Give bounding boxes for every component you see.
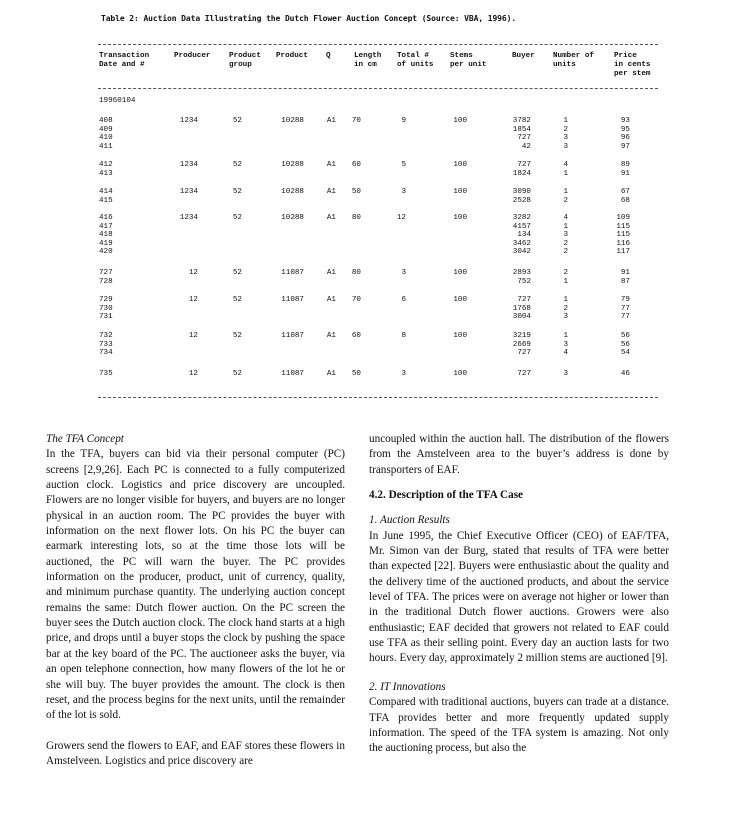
header-product: Product: [276, 52, 308, 60]
cell-length: 70: [351, 296, 361, 304]
cell-price: 115: [616, 231, 630, 240]
table-date: 19960104: [99, 97, 136, 105]
cell-price: 96: [620, 134, 630, 143]
cell-price: 91: [620, 269, 630, 277]
cell-price: 97: [620, 142, 630, 151]
cell-units: 4: [563, 349, 568, 358]
cell-product: 11087: [281, 370, 304, 378]
cell-quality: A1: [326, 214, 336, 222]
cell-buyer: 134: [517, 231, 531, 240]
section-heading-tfa-concept: The TFA Concept: [46, 433, 124, 445]
cell-product-group: 52: [232, 370, 242, 378]
cell-units: 1: [563, 117, 568, 125]
cell-units: 1: [563, 169, 568, 178]
cell-length: 50: [351, 370, 361, 378]
table-bottom-rule: [98, 397, 658, 398]
cell-price: 95: [620, 125, 630, 134]
cell-quality: A1: [326, 296, 336, 304]
cell-units: 2: [563, 239, 568, 248]
cell-product: 11087: [281, 269, 304, 277]
cell-total-units: 8: [401, 332, 406, 340]
header-producer: Producer: [174, 52, 211, 60]
cell-transaction: 417: [99, 222, 113, 231]
cell-buyer: 3782: [512, 117, 531, 125]
cell-units: 2: [563, 196, 568, 205]
cell-units: 2: [563, 125, 568, 134]
cell-length: 50: [351, 188, 361, 196]
cell-buyer: 3090: [512, 188, 531, 196]
cell-total-units: 12: [396, 214, 406, 222]
cell-length: 80: [351, 269, 361, 277]
cell-transaction: 728: [99, 277, 113, 286]
cell-buyer: 2893: [512, 269, 531, 277]
cell-units: 4: [563, 214, 568, 222]
header-transaction: Transaction Date and #: [99, 52, 150, 69]
cell-buyer: 1854: [512, 125, 531, 134]
cell-total-units: 9: [401, 117, 406, 125]
cell-product-group: 52: [232, 269, 242, 277]
cell-buyer: 42: [521, 142, 531, 151]
cell-stems: 100: [453, 370, 467, 378]
cell-buyer: 3042: [512, 248, 531, 257]
paragraph-tfa-concept: In the TFA, buyers can bid via their personal computer (PC) screens [2,9,26]. Each PC is connected to a fully computerized auction clock. Logistics and price discovery are uncoupled. Flowers are no longer visible for buyers, and buyers are no longer physical in an auction room. The PC provides the buyer with information on the next flower lots. On his PC the buyer can earmark interesting lots, so at the time those lots will be auctioned, the PC will warn the buyer. The PC provides information on the producer, product, unit of currency, quality, and minimum purchase quantity. The underlying auction concept remains the same: Dutch flower auction. On the PC screen the buyer sees the Dutch auction clock. The clock hand starts at a high price, and drops until a buyer stops the clock by pushing the space bar at the key board of the PC. The auctioneer asks the buyer, via an open telephone connection, how many flowers of the lot he or she will buy. The buyer provides the amount. The clock is then reset, and the process begins for the next units, until the remainder of the lot is sold.: [46, 448, 345, 722]
cell-buyer: 752: [517, 277, 531, 286]
cell-transaction: 415: [99, 196, 113, 205]
cell-quality: A1: [326, 117, 336, 125]
cell-units: 2: [563, 269, 568, 277]
cell-product: 10288: [281, 117, 304, 125]
cell-units: 3: [563, 370, 568, 378]
cell-price: 77: [620, 313, 630, 322]
cell-price: 77: [620, 304, 630, 313]
cell-product-group: 52: [232, 332, 242, 340]
header-stems: Stems per unit: [450, 52, 487, 69]
header-length: Length in cm: [354, 52, 382, 69]
cell-units: 3: [563, 142, 568, 151]
cell-transaction: 732: [99, 332, 113, 340]
cell-buyer: 2528: [512, 196, 531, 205]
cell-product-group: 52: [232, 117, 242, 125]
cell-stems: 100: [453, 188, 467, 196]
cell-transaction: 731: [99, 313, 113, 322]
cell-transaction: 729: [99, 296, 113, 304]
cell-total-units: 5: [401, 161, 406, 169]
cell-total-units: 3: [401, 370, 406, 378]
cell-transaction: 411: [99, 142, 113, 151]
cell-transaction: 409: [99, 125, 113, 134]
cell-product: 10288: [281, 161, 304, 169]
cell-price: 115: [616, 222, 630, 231]
cell-buyer: 3462: [512, 239, 531, 248]
cell-buyer: 1824: [512, 169, 531, 178]
cell-producer: 12: [188, 370, 198, 378]
paragraph-uncoupled: uncoupled within the auction hall. The distribution of the flowers from the Amstelveen area to the buyer’s address is done by transporters of EAF.: [369, 433, 669, 476]
header-quality: Q: [326, 52, 331, 60]
cell-stems: 100: [453, 214, 467, 222]
cell-quality: A1: [326, 188, 336, 196]
cell-price: 67: [620, 188, 630, 196]
cell-transaction: 418: [99, 231, 113, 240]
cell-price: 116: [616, 239, 630, 248]
cell-product: 11087: [281, 296, 304, 304]
cell-producer: 1234: [179, 188, 198, 196]
right-column: [369, 432, 669, 757]
cell-buyer: 3219: [512, 332, 531, 340]
cell-product: 10288: [281, 214, 304, 222]
paragraph-auction-results: In June 1995, the Chief Executive Officer (CEO) of EAF/TFA, Mr. Simon van der Burg, stated that results of TFA were better than expected [22]. Buyers were enthusiastic about the quality and the delivery time of the auctioned products, and about the service level of TFA. The prices were on average not higher or lower than in the traditional Dutch flower auctions. Growers were also enthusiastic; EAF decided that growers not related to EAF could use TFA as their selling point. Every day an auction lasts for two hours. Every day, approximately 2 million stems are auctioned [9].: [369, 529, 669, 665]
cell-buyer: 727: [517, 134, 531, 143]
cell-product: 10288: [281, 188, 304, 196]
cell-transaction: 413: [99, 169, 113, 178]
cell-units: 1: [563, 188, 568, 196]
cell-price: 89: [620, 161, 630, 169]
cell-price: 91: [620, 169, 630, 178]
cell-product-group: 52: [232, 188, 242, 196]
cell-stems: 100: [453, 161, 467, 169]
section-heading-tfa-case: 4.2. Description of the TFA Case: [369, 489, 524, 502]
cell-price: 79: [620, 296, 630, 304]
cell-transaction: 410: [99, 134, 113, 143]
cell-quality: A1: [326, 161, 336, 169]
cell-length: 80: [351, 214, 361, 222]
cell-producer: 1234: [179, 161, 198, 169]
header-number-units: Number of units: [553, 52, 595, 69]
cell-stems: 100: [453, 296, 467, 304]
cell-transaction: 416: [99, 214, 113, 222]
cell-units: 2: [563, 248, 568, 257]
cell-length: 70: [351, 117, 361, 125]
cell-buyer: 727: [517, 349, 531, 358]
cell-transaction: 412: [99, 161, 113, 169]
cell-total-units: 3: [401, 188, 406, 196]
cell-producer: 12: [188, 296, 198, 304]
cell-price: 87: [620, 277, 630, 286]
left-column: [46, 432, 345, 769]
cell-product: 11087: [281, 332, 304, 340]
cell-units: 3: [563, 313, 568, 322]
header-total-units: Total # of units: [397, 52, 434, 69]
paragraph-it-innovations: Compared with traditional auctions, buyers can trade at a distance. TFA provides better and more frequently updated supply information. The speed of the TFA system is amazing. Not only the auctioning process, but also the: [369, 696, 669, 755]
cell-product-group: 52: [232, 214, 242, 222]
cell-quality: A1: [326, 370, 336, 378]
table-top-rule: [98, 44, 658, 45]
cell-buyer: 2669: [512, 340, 531, 349]
cell-transaction: 733: [99, 340, 113, 349]
cell-transaction: 419: [99, 239, 113, 248]
subheading-it-innovations: 2. IT Innovations: [369, 680, 446, 693]
header-price: Price in cents per stem: [614, 52, 651, 78]
cell-stems: 100: [453, 269, 467, 277]
cell-units: 3: [563, 231, 568, 240]
cell-units: 3: [563, 134, 568, 143]
cell-producer: 12: [188, 269, 198, 277]
cell-price: 68: [620, 196, 630, 205]
cell-units: 2: [563, 304, 568, 313]
cell-units: 1: [563, 277, 568, 286]
cell-transaction: 408: [99, 117, 113, 125]
cell-transaction: 420: [99, 248, 113, 257]
cell-transaction: 730: [99, 304, 113, 313]
cell-units: 1: [563, 332, 568, 340]
cell-buyer: 727: [517, 161, 531, 169]
cell-buyer: 3004: [512, 313, 531, 322]
cell-transaction: 414: [99, 188, 113, 196]
cell-quality: A1: [326, 332, 336, 340]
cell-producer: 1234: [179, 214, 198, 222]
cell-price: 54: [620, 349, 630, 358]
cell-price: 109: [616, 214, 630, 222]
cell-price: 56: [620, 340, 630, 349]
cell-buyer: 3282: [512, 214, 531, 222]
cell-transaction: 735: [99, 370, 113, 378]
cell-total-units: 3: [401, 269, 406, 277]
cell-units: 4: [563, 161, 568, 169]
cell-length: 60: [351, 161, 361, 169]
cell-producer: 12: [188, 332, 198, 340]
cell-transaction: 727: [99, 269, 113, 277]
cell-length: 60: [351, 332, 361, 340]
cell-buyer: 1768: [512, 304, 531, 313]
header-buyer: Buyer: [512, 52, 535, 60]
cell-total-units: 6: [401, 296, 406, 304]
cell-price: 93: [620, 117, 630, 125]
cell-buyer: 4157: [512, 222, 531, 231]
cell-buyer: 727: [517, 296, 531, 304]
cell-transaction: 734: [99, 349, 113, 358]
cell-price: 46: [620, 370, 630, 378]
header-product-group: Product group: [229, 52, 261, 69]
cell-quality: A1: [326, 269, 336, 277]
cell-units: 1: [563, 296, 568, 304]
cell-stems: 100: [453, 332, 467, 340]
cell-buyer: 727: [517, 370, 531, 378]
cell-units: 3: [563, 340, 568, 349]
cell-product-group: 52: [232, 296, 242, 304]
cell-price: 56: [620, 332, 630, 340]
table-header-rule: [98, 88, 658, 89]
cell-product-group: 52: [232, 161, 242, 169]
cell-producer: 1234: [179, 117, 198, 125]
cell-units: 1: [563, 222, 568, 231]
table-caption: Table 2: Auction Data Illustrating the Dutch Flower Auction Concept (Source: VBA, 1996).: [101, 14, 517, 23]
paragraph-growers: Growers send the flowers to EAF, and EAF stores these flowers in Amstelveen. Logistics and price discovery are: [46, 739, 345, 767]
subheading-auction-results: 1. Auction Results: [369, 514, 450, 527]
cell-price: 117: [616, 248, 630, 257]
cell-stems: 100: [453, 117, 467, 125]
